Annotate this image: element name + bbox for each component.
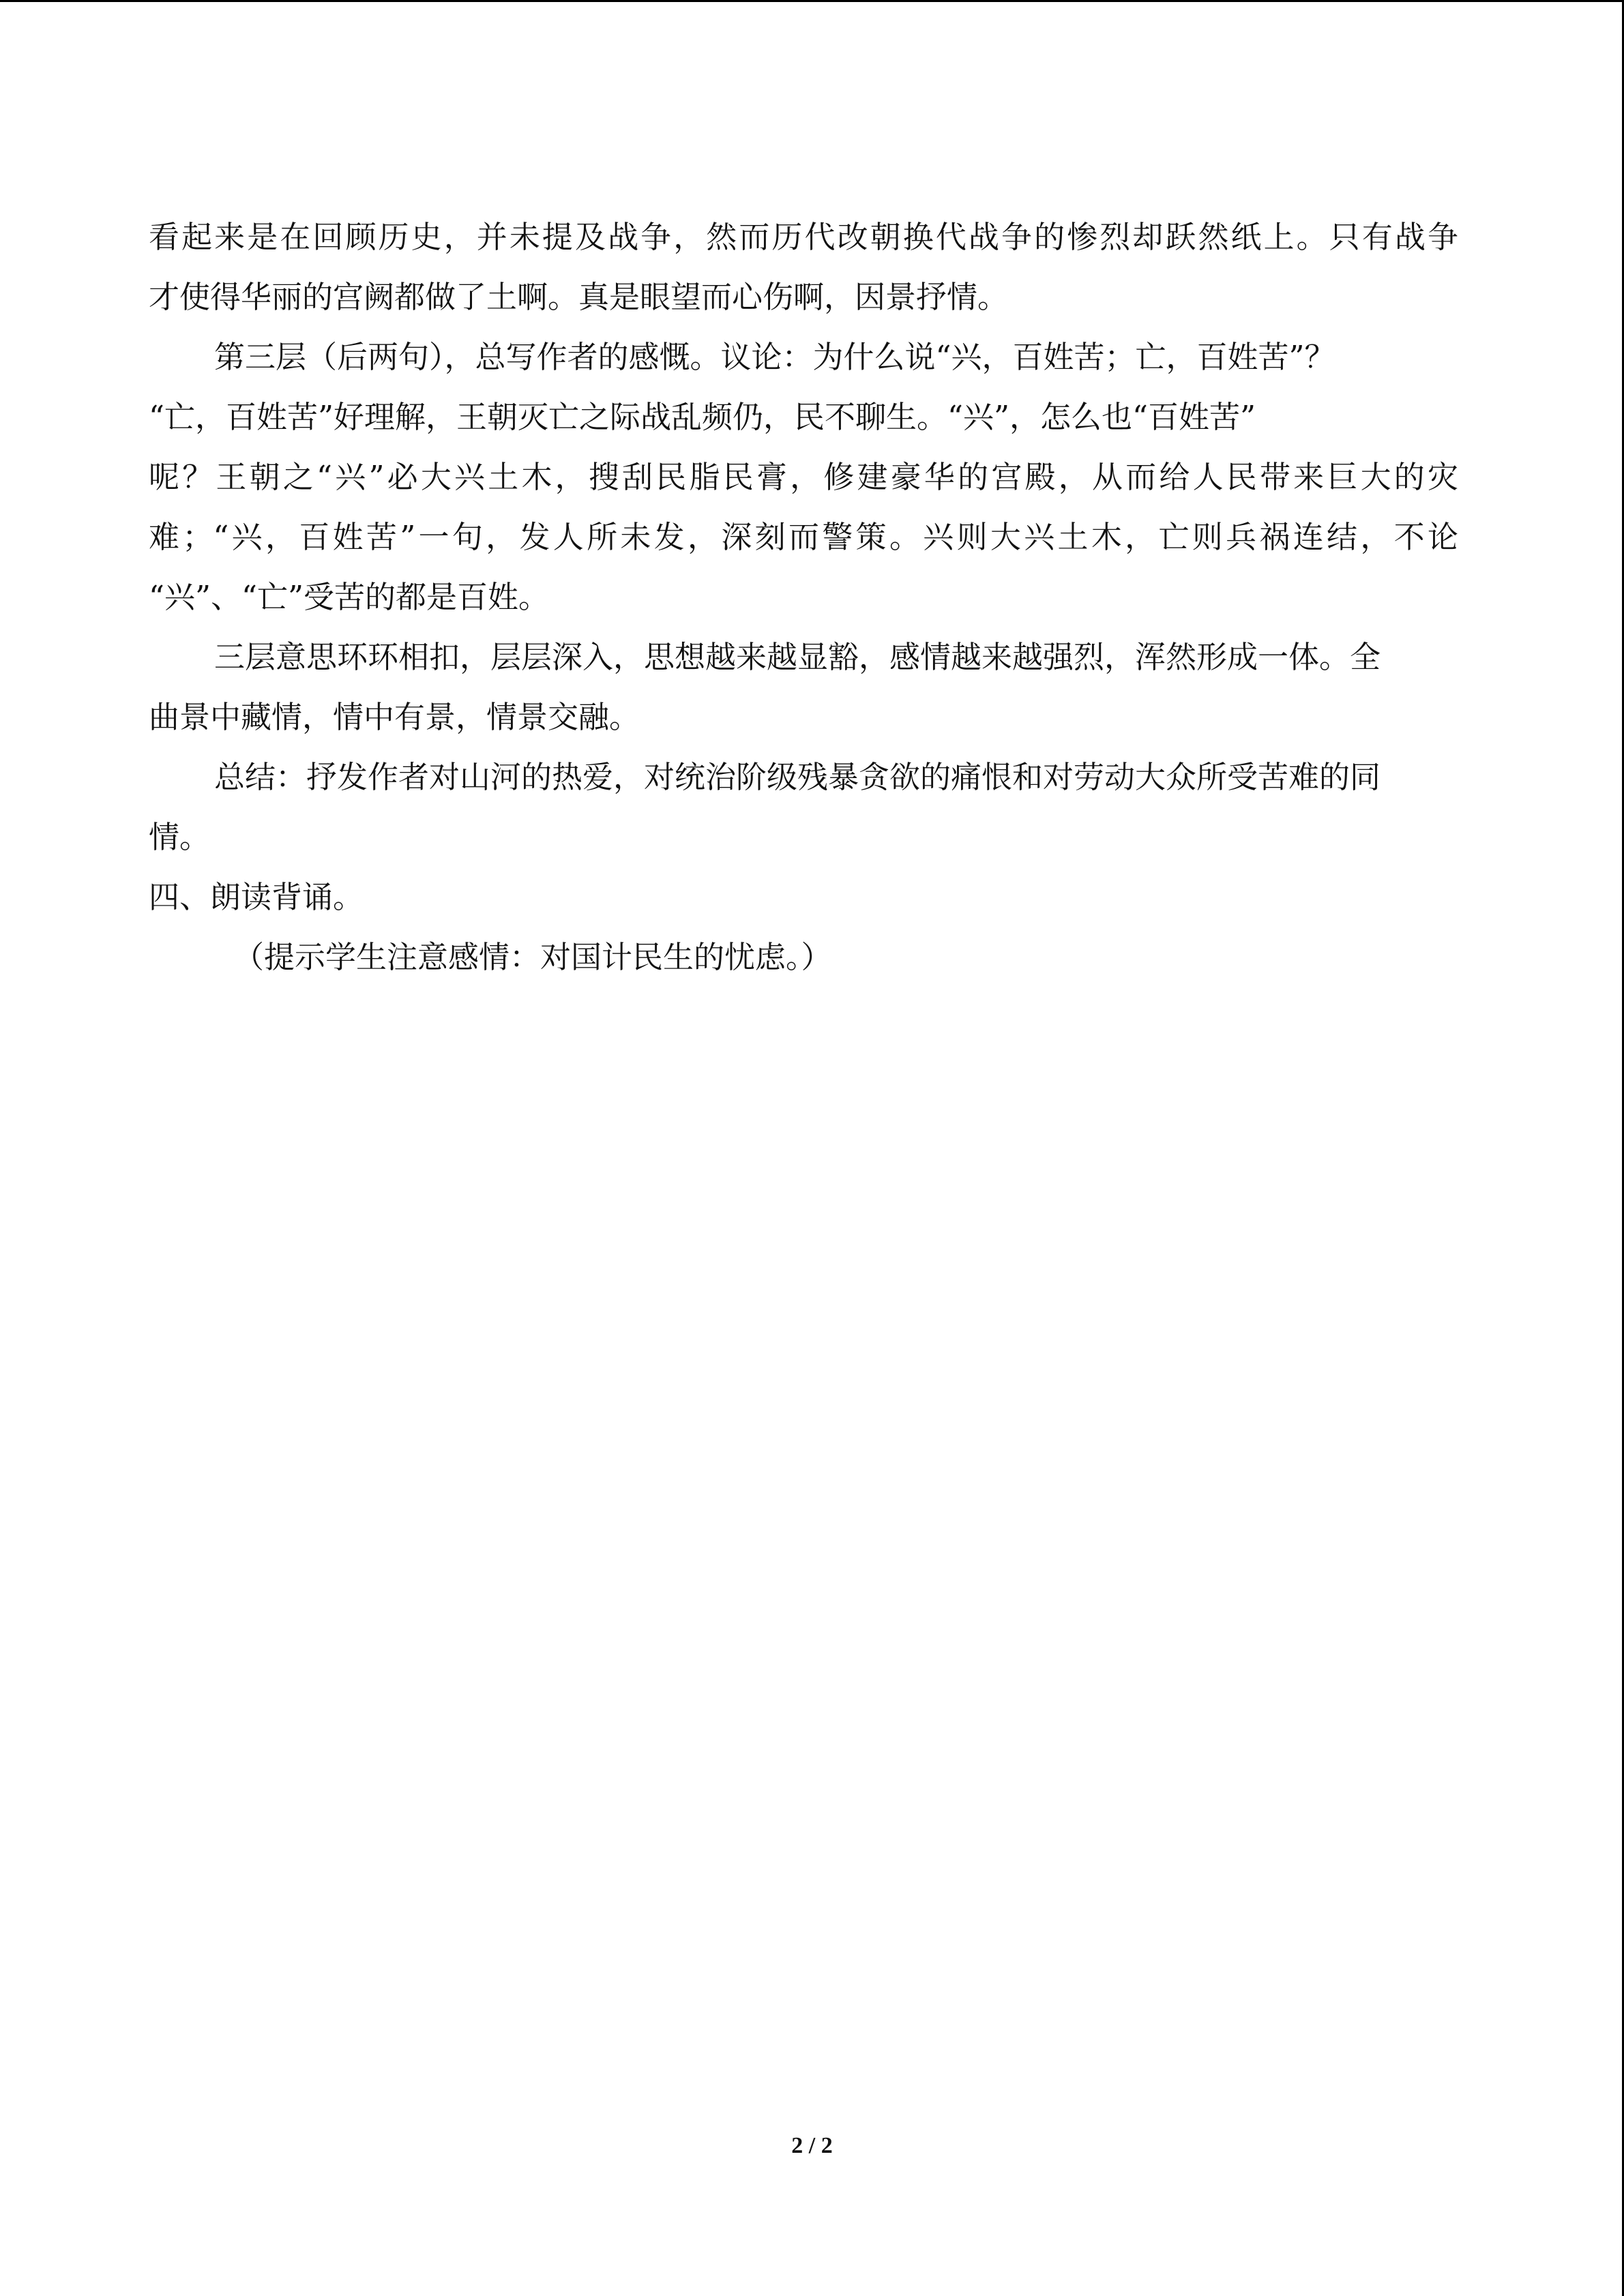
text-line: 情。	[149, 819, 211, 855]
page-number: 2 / 2	[791, 2133, 833, 2158]
text-line: 难；“兴，百姓苦”一句，发人所未发，深刻而警策。兴则大兴土木，亡则兵祸连结，不论	[149, 519, 1458, 555]
text-line: 看起来是在回顾历史，并未提及战争，然而历代改朝换代战争的惨烈却跃然纸上。只有战争	[149, 219, 1458, 255]
text-line: “亡，百姓苦”好理解，王朝灭亡之际战乱频仍，民不聊生。“兴”，怎么也“百姓苦”	[149, 399, 1256, 435]
text-line: 总结：抒发作者对山河的热爱，对统治阶级残暴贪欲的痛恨和对劳动大众所受苦难的同	[214, 759, 1381, 795]
text-line: 呢？王朝之“兴”必大兴土木，搜刮民脂民膏，修建豪华的宫殿，从而给人民带来巨大的灾	[149, 459, 1458, 495]
text-line: 第三层（后两句），总写作者的感慨。议论：为什么说“兴，百姓苦；亡，百姓苦”？	[214, 339, 1335, 375]
text-line: 才使得华丽的宫阙都做了土啊。真是眼望而心伤啊，因景抒情。	[149, 279, 1009, 315]
text-line: （提示学生注意感情：对国计民生的忧虑。）	[233, 939, 832, 975]
page-top-border	[0, 0, 1624, 2]
section-heading: 四、朗读背诵。	[149, 879, 364, 915]
text-line: 曲景中藏情，情中有景，情景交融。	[149, 699, 640, 735]
text-line: “兴”、“亡”受苦的都是百姓。	[149, 579, 550, 615]
document-body	[149, 207, 1458, 987]
text-line: 三层意思环环相扣，层层深入，思想越来越显豁，感情越来越强烈，浑然形成一体。全	[214, 639, 1381, 675]
